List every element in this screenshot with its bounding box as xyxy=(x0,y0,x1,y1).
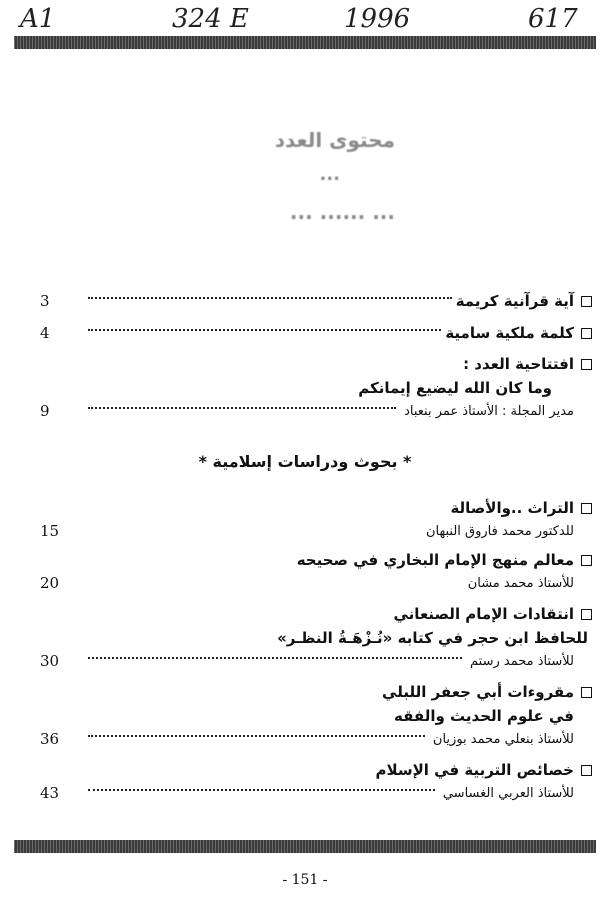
checkbox-icon xyxy=(581,503,592,514)
faded-heading-line-2: ... xyxy=(319,164,340,185)
toc-subtitle: للحافظ ابن حجر في كتابه «نُـزْهَـةُ النظـر» xyxy=(277,629,588,647)
toc-page-number: 3 xyxy=(40,292,50,310)
dot-leader xyxy=(88,407,396,409)
toc-page-number: 15 xyxy=(40,522,60,540)
toc-entry-editorial xyxy=(40,352,592,422)
toc-page-number: 9 xyxy=(40,402,50,420)
dot-leader xyxy=(88,789,435,791)
dot-leader xyxy=(88,735,425,737)
toc-subtitle: وما كان الله ليضيع إيمانكم xyxy=(358,379,552,397)
section-title: * بحوث ودراسات إسلامية * xyxy=(198,452,412,471)
handwritten-mark-number: 617 xyxy=(528,4,578,34)
toc-title: معالم منهج الإمام البخاري في صحيحه xyxy=(296,551,574,569)
handwritten-mark-year: 1996 xyxy=(344,4,411,34)
toc-author: للأستاذ محمد مشان xyxy=(467,575,574,591)
checkbox-icon xyxy=(581,609,592,620)
toc-author: للدكتور محمد فاروق النبهان xyxy=(425,523,574,539)
toc-entry-article-4 xyxy=(40,680,592,750)
dot-leader xyxy=(88,297,452,299)
toc-page-number: 4 xyxy=(40,324,50,342)
checkbox-icon xyxy=(581,296,592,307)
checkbox-icon xyxy=(581,687,592,698)
toc-title: مقروءات أبي جعفر اللبلي xyxy=(382,683,574,701)
dot-leader xyxy=(88,527,418,529)
toc-title: افتتاحية العدد : xyxy=(463,355,574,373)
toc-author: للأستاذ بنعلي محمد بوزيان xyxy=(432,731,574,747)
handwritten-mark-a1: A1 xyxy=(20,4,56,34)
toc-entry-article-1 xyxy=(40,496,592,542)
toc-page-number: 20 xyxy=(40,574,60,592)
toc-page-number: 36 xyxy=(40,730,60,748)
toc-entry-quran-verse xyxy=(40,290,592,312)
checkbox-icon xyxy=(581,765,592,776)
toc-title: التراث ..والأصالة xyxy=(450,499,574,517)
toc-entry-article-2 xyxy=(40,548,592,594)
toc-entry-royal-speech xyxy=(40,322,592,344)
checkbox-icon xyxy=(581,359,592,370)
faded-heading-line-3: ... ...... ... xyxy=(289,200,395,224)
toc-subtitle: في علوم الحديث والفقه xyxy=(394,707,574,725)
handwritten-mark-code: 324 E xyxy=(172,4,249,34)
dot-leader xyxy=(88,329,441,331)
toc-title: كلمة ملكية سامية xyxy=(445,324,574,342)
toc-page-number: 30 xyxy=(40,652,60,670)
footer-page-number: - 151 - xyxy=(282,872,328,888)
checkbox-icon xyxy=(581,328,592,339)
toc-title: آية قرآنية كريمة xyxy=(455,292,574,310)
dot-leader xyxy=(88,579,460,581)
toc-author: للأستاذ محمد رستم xyxy=(470,653,574,669)
toc-page-number: 43 xyxy=(40,784,60,802)
toc-entry-article-5 xyxy=(40,758,592,804)
table-of-contents xyxy=(40,0,592,900)
toc-entry-article-3 xyxy=(40,602,592,672)
bottom-rule-band xyxy=(14,840,596,853)
dot-leader xyxy=(88,657,462,659)
toc-author: للأستاذ العربي الغساسي xyxy=(442,785,574,801)
toc-author: مدير المجلة : الأستاذ عمر بنعباد xyxy=(404,403,574,419)
toc-title: انتقادات الإمام الصنعاني xyxy=(393,605,574,623)
toc-title: خصائص التربية في الإسلام xyxy=(375,761,574,779)
checkbox-icon xyxy=(581,555,592,566)
faded-heading-line-1: محتوى العدد xyxy=(274,128,395,152)
